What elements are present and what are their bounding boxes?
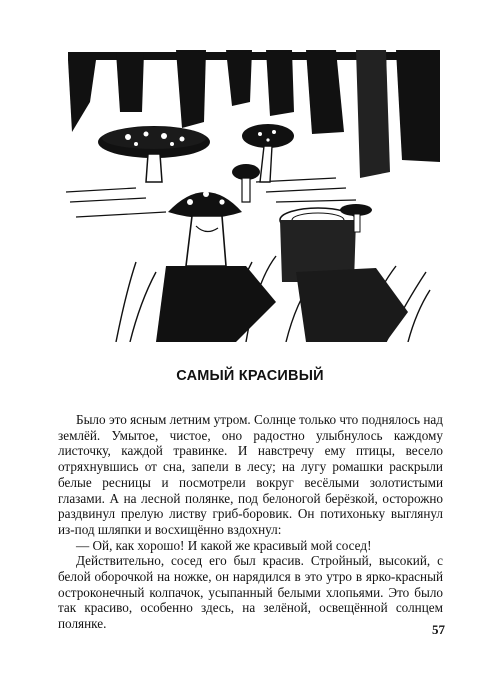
story-title: САМЫЙ КРАСИВЫЙ xyxy=(176,368,324,384)
paragraph: Было это ясным летним утром. Солнце только что поднялось над землёй. Умытое, чистое, оно радостно улыбнулось каждому листочку, каждой травинке. И навстречу ему птицы, весело отряхнувшись от сна, запели в лесу; на лугу ромашки раскрыли белые ресницы и посмотрели вокруг весёлыми золотистыми глазами. А на лесной полянке, под белоногой берёзкой, осторожно раздвинул прелую листву гриб-боровик. Он потихоньку выглянул из-под шляпки и восхищённо вздохнул: xyxy=(58,412,443,537)
paragraph: — Ой, как хорошо! И какой же красивый мой сосед! xyxy=(76,537,372,553)
forest-mushrooms-illustration xyxy=(56,42,442,342)
page-number: 57 xyxy=(432,622,445,637)
story-text xyxy=(58,412,443,632)
paragraph: Действительно, сосед его был красив. Стройный, высокий, с белой оборочкой на ножке, он нарядился в это утро в ярко-красный остроконечный колпачок, усыпанный белыми хлопьями. Это было так красиво, особенно здесь, на зелёной, освещённой солнцем полянке. xyxy=(58,553,443,632)
